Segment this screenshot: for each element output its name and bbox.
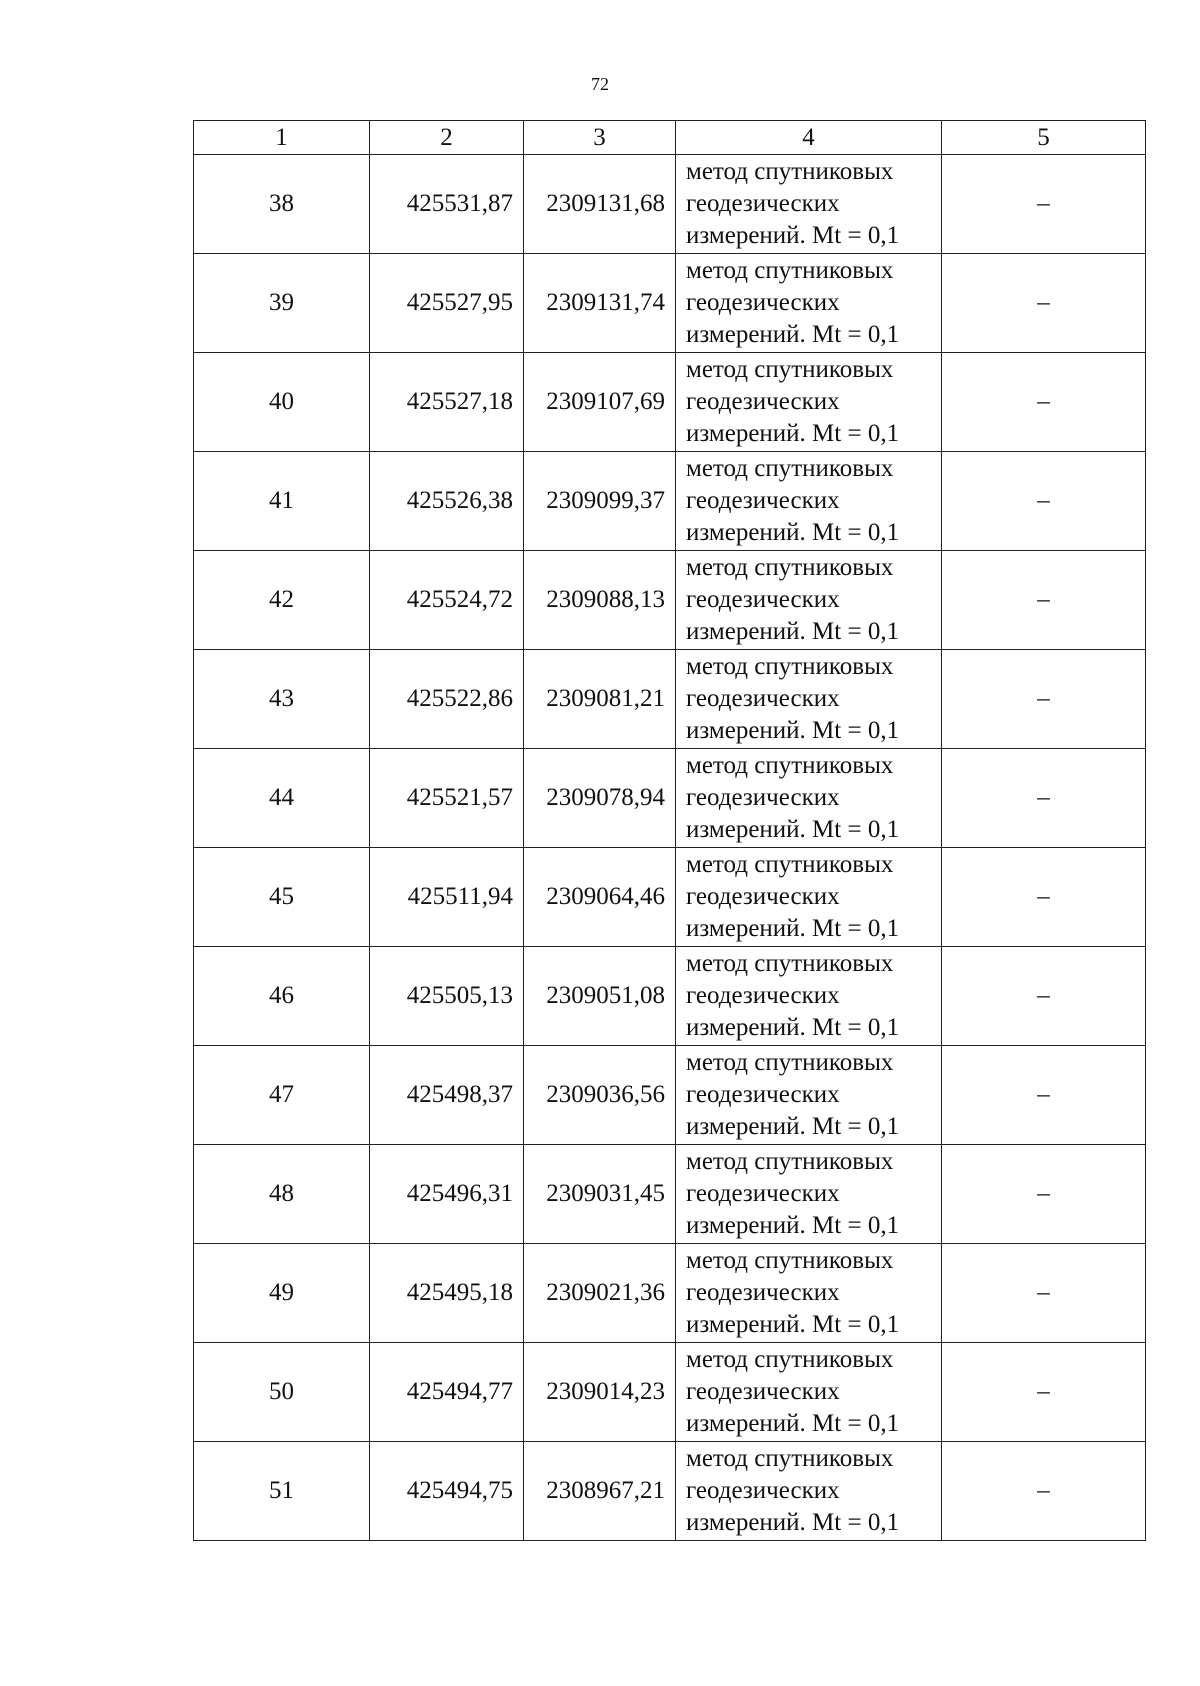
note-dash: – (942, 1046, 1146, 1145)
method-line: измерений. Mt = 0,1 (686, 321, 900, 348)
table-body (194, 155, 1146, 1541)
method-line: метод спутниковых (686, 653, 894, 680)
note-dash: – (942, 1343, 1146, 1442)
method-line: метод спутниковых (686, 1445, 894, 1472)
note-dash: – (942, 452, 1146, 551)
note-dash: – (942, 848, 1146, 947)
coordinate-y: 2309078,94 (524, 749, 676, 848)
method-line: метод спутниковых (686, 356, 894, 383)
coordinate-x: 425494,75 (370, 1442, 524, 1541)
point-number: 49 (194, 1244, 370, 1343)
method-description (676, 155, 942, 254)
coordinate-y: 2309021,36 (524, 1244, 676, 1343)
header-col-2: 2 (370, 121, 524, 155)
coordinate-y: 2309131,68 (524, 155, 676, 254)
note-dash: – (942, 1145, 1146, 1244)
method-line: геодезических (686, 289, 840, 316)
method-line: измерений. Mt = 0,1 (686, 618, 900, 645)
table-header (194, 121, 1146, 155)
method-line: метод спутниковых (686, 752, 894, 779)
method-line: метод спутниковых (686, 158, 894, 185)
method-line: геодезических (686, 784, 840, 811)
method-line: измерений. Mt = 0,1 (686, 717, 900, 744)
table-row (194, 155, 1146, 254)
point-number: 46 (194, 947, 370, 1046)
table-row (194, 947, 1146, 1046)
method-line: метод спутниковых (686, 1247, 894, 1274)
coordinate-y: 2309131,74 (524, 254, 676, 353)
method-description (676, 1145, 942, 1244)
coordinate-y: 2309107,69 (524, 353, 676, 452)
coordinate-x: 425511,94 (370, 848, 524, 947)
method-line: измерений. Mt = 0,1 (686, 816, 900, 843)
method-line: метод спутниковых (686, 851, 894, 878)
coordinate-y: 2309014,23 (524, 1343, 676, 1442)
coordinate-x: 425521,57 (370, 749, 524, 848)
method-description (676, 551, 942, 650)
note-dash: – (942, 650, 1146, 749)
method-line: измерений. Mt = 0,1 (686, 915, 900, 942)
method-description (676, 650, 942, 749)
point-number: 44 (194, 749, 370, 848)
method-description (676, 1244, 942, 1343)
header-col-4: 4 (676, 121, 942, 155)
method-line: метод спутниковых (686, 455, 894, 482)
table-row (194, 353, 1146, 452)
coordinate-x: 425496,31 (370, 1145, 524, 1244)
coordinate-x: 425495,18 (370, 1244, 524, 1343)
point-number: 42 (194, 551, 370, 650)
header-row (194, 121, 1146, 155)
method-line: измерений. Mt = 0,1 (686, 519, 900, 546)
method-line: геодезических (686, 487, 840, 514)
table-row (194, 1442, 1146, 1541)
method-line: геодезических (686, 1378, 840, 1405)
coordinate-y: 2309064,46 (524, 848, 676, 947)
header-col-1: 1 (194, 121, 370, 155)
header-col-3: 3 (524, 121, 676, 155)
method-line: геодезических (686, 1477, 840, 1504)
method-line: измерений. Mt = 0,1 (686, 1113, 900, 1140)
method-line: геодезических (686, 982, 840, 1009)
coordinate-y: 2309081,21 (524, 650, 676, 749)
table-row (194, 551, 1146, 650)
table-row (194, 1244, 1146, 1343)
coordinate-x: 425524,72 (370, 551, 524, 650)
point-number: 40 (194, 353, 370, 452)
coordinate-x: 425526,38 (370, 452, 524, 551)
table-row (194, 452, 1146, 551)
point-number: 43 (194, 650, 370, 749)
method-line: метод спутниковых (686, 1346, 894, 1373)
method-description (676, 848, 942, 947)
method-description (676, 353, 942, 452)
method-line: геодезических (686, 586, 840, 613)
method-line: измерений. Mt = 0,1 (686, 1014, 900, 1041)
point-number: 41 (194, 452, 370, 551)
method-line: измерений. Mt = 0,1 (686, 222, 900, 249)
header-col-5: 5 (942, 121, 1146, 155)
note-dash: – (942, 254, 1146, 353)
table-row (194, 1145, 1146, 1244)
note-dash: – (942, 947, 1146, 1046)
note-dash: – (942, 1244, 1146, 1343)
coordinates-table (193, 120, 1146, 1541)
method-description (676, 452, 942, 551)
coordinate-x: 425505,13 (370, 947, 524, 1046)
point-number: 39 (194, 254, 370, 353)
coordinate-y: 2309036,56 (524, 1046, 676, 1145)
point-number: 47 (194, 1046, 370, 1145)
method-line: геодезических (686, 685, 840, 712)
page-number: 72 (591, 74, 609, 94)
method-description (676, 749, 942, 848)
method-line: геодезических (686, 1279, 840, 1306)
note-dash: – (942, 353, 1146, 452)
table-row (194, 1046, 1146, 1145)
method-line: измерений. Mt = 0,1 (686, 1509, 900, 1536)
method-description (676, 947, 942, 1046)
method-line: измерений. Mt = 0,1 (686, 1311, 900, 1338)
coordinate-y: 2309099,37 (524, 452, 676, 551)
method-description (676, 254, 942, 353)
point-number: 48 (194, 1145, 370, 1244)
coordinate-y: 2309031,45 (524, 1145, 676, 1244)
coordinate-x: 425527,95 (370, 254, 524, 353)
coordinate-x: 425494,77 (370, 1343, 524, 1442)
method-line: геодезических (686, 190, 840, 217)
point-number: 45 (194, 848, 370, 947)
method-line: метод спутниковых (686, 554, 894, 581)
point-number: 50 (194, 1343, 370, 1442)
method-line: измерений. Mt = 0,1 (686, 1212, 900, 1239)
method-line: метод спутниковых (686, 1148, 894, 1175)
note-dash: – (942, 749, 1146, 848)
method-line: измерений. Mt = 0,1 (686, 1410, 900, 1437)
note-dash: – (942, 1442, 1146, 1541)
method-line: метод спутниковых (686, 1049, 894, 1076)
method-line: геодезических (686, 1081, 840, 1108)
method-line: метод спутниковых (686, 257, 894, 284)
coordinate-x: 425527,18 (370, 353, 524, 452)
coordinate-x: 425498,37 (370, 1046, 524, 1145)
note-dash: – (942, 551, 1146, 650)
table-row (194, 254, 1146, 353)
method-line: метод спутниковых (686, 950, 894, 977)
table-row (194, 650, 1146, 749)
coordinate-y: 2308967,21 (524, 1442, 676, 1541)
method-description (676, 1343, 942, 1442)
method-line: геодезических (686, 388, 840, 415)
method-line: геодезических (686, 1180, 840, 1207)
coordinate-x: 425522,86 (370, 650, 524, 749)
point-number: 38 (194, 155, 370, 254)
note-dash: – (942, 155, 1146, 254)
coordinate-y: 2309088,13 (524, 551, 676, 650)
table-row (194, 749, 1146, 848)
coordinate-x: 425531,87 (370, 155, 524, 254)
method-line: измерений. Mt = 0,1 (686, 420, 900, 447)
table-row (194, 848, 1146, 947)
table-row (194, 1343, 1146, 1442)
coordinate-y: 2309051,08 (524, 947, 676, 1046)
method-description (676, 1442, 942, 1541)
method-description (676, 1046, 942, 1145)
point-number: 51 (194, 1442, 370, 1541)
method-line: геодезических (686, 883, 840, 910)
